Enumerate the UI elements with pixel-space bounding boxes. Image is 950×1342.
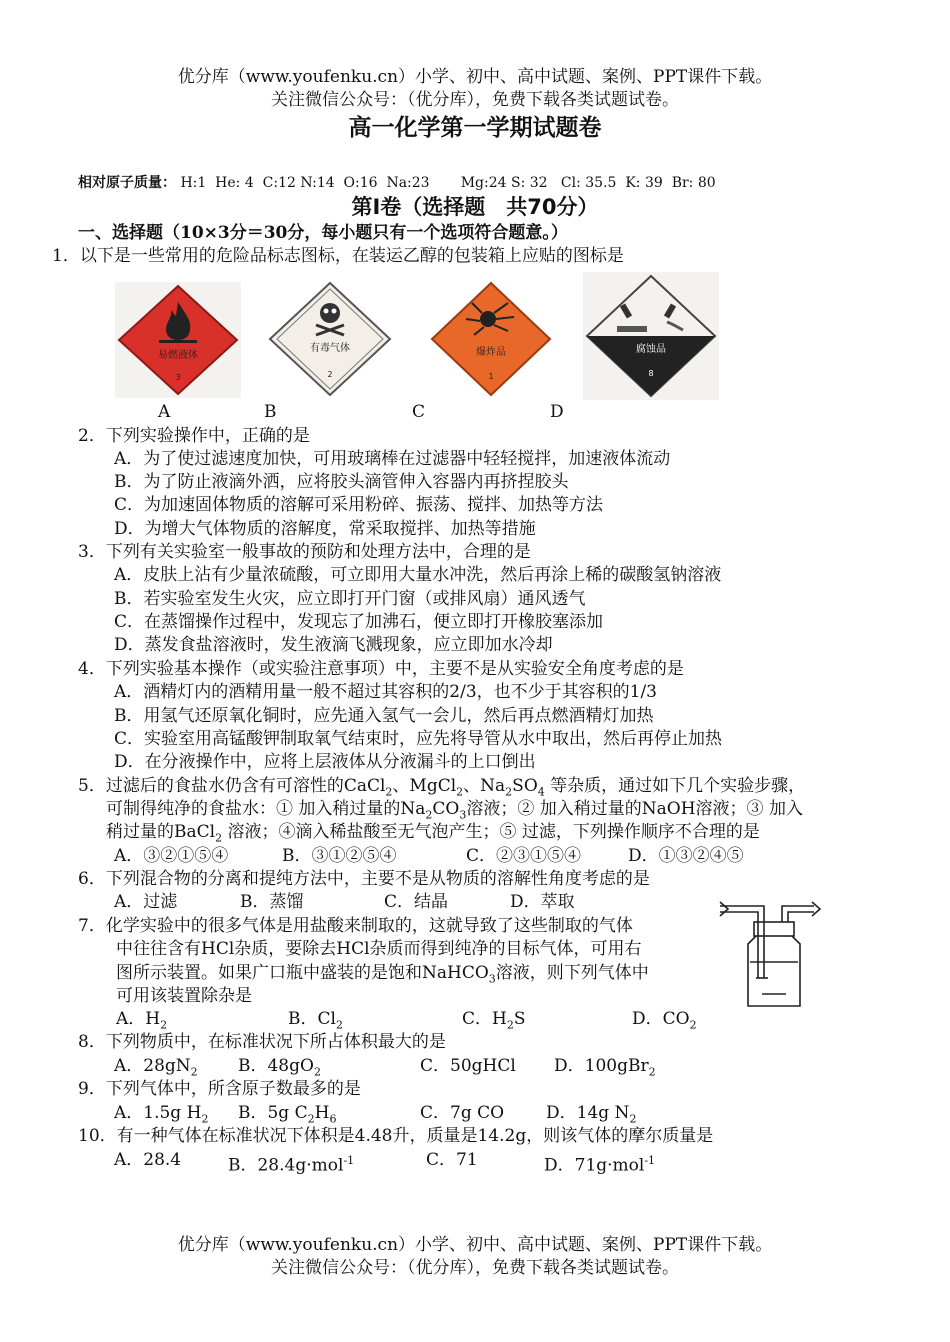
q3-option-c: C．在蒸馏操作过程中，发现忘了加沸石，便立即打开橡胶塞添加 [114, 612, 604, 632]
header-line-1: 优分库（www.youfenku.cn）小学、初中、高中试题、案例、PPT课件下载。 [177, 67, 773, 87]
q10-option-b: B．28.4g·mol$^{-1}$ [228, 1154, 355, 1176]
footer-line-1: 优分库（www.youfenku.cn）小学、初中、高中试题、案例、PPT课件下载。 [177, 1235, 773, 1255]
q8-option-c: C．50gHCl [420, 1056, 516, 1076]
explosion-icon [428, 279, 554, 399]
q5-line-3: 稍过量的BaCl$_2$ 溶液；④滴入稀盐酸至无气泡产生；⑤ 过滤，下列操作顺序不合理的是 [106, 822, 760, 845]
flame-icon [115, 282, 241, 398]
hazard-sign-c [428, 279, 554, 399]
q1-text: 1．以下是一些常用的危险品标志图标，在装运乙醇的包装箱上应贴的图标是 [52, 246, 624, 266]
q9-text: 9．下列气体中，所含原子数最多的是 [78, 1079, 361, 1099]
option-label-d: D [550, 402, 564, 422]
option-label-c: C [412, 402, 426, 422]
q4-option-c: C．实验室用高锰酸钾制取氧气结束时，应先将导管从水中取出，然后再停止加热 [114, 729, 723, 749]
q2-option-a: A．为了使过滤速度加快，可用玻璃棒在过滤器中轻轻搅拌，加速液体流动 [114, 449, 671, 469]
sign-b-label: 有毒气体 [310, 343, 350, 354]
q4-option-d: D．在分液操作中，应将上层液体从分液漏斗的上口倒出 [114, 752, 536, 772]
q7-option-d: D．$CO_2$ [632, 1009, 697, 1032]
svg-text:8: 8 [648, 369, 654, 378]
q4-option-a: A．酒精灯内的酒精用量一般不超过其容积的2/3，也不少于其容积的1/3 [114, 682, 657, 702]
q7-line-1: 7．化学实验中的很多气体是用盐酸来制取的，这就导致了这些制取的气体 [78, 916, 633, 936]
part1-title: 第Ⅰ卷（选择题 共70分） [351, 195, 599, 219]
q6-option-a: A．过滤 [114, 892, 178, 912]
hazard-sign-b [266, 279, 394, 399]
header-line-2: 关注微信公众号：（优分库），免费下载各类试题试卷。 [271, 90, 679, 110]
q5-option-a: A．③②①⑤④ [114, 846, 229, 866]
svg-text:3: 3 [175, 373, 181, 382]
q5-line-1: 5．过滤后的食盐水仍含有可溶性的CaCl$_2$、MgCl$_2$、$Na_2SO_4$ 等杂质，通过如下几个实验步骤， [78, 776, 806, 799]
q2-text: 2．下列实验操作中，正确的是 [78, 426, 310, 446]
q9-option-d: D．14g $N_2$ [546, 1103, 637, 1126]
q3-option-b: B．若实验室发生火灾，应立即打开门窗（或排风扇）通风透气 [114, 589, 586, 609]
q2-option-c: C．为加速固体物质的溶解可采用粉碎、振荡、搅拌、加热等方法 [114, 495, 604, 515]
q4-text: 4．下列实验基本操作（或实验注意事项）中，主要不是从实验安全角度考虑的是 [78, 659, 684, 679]
q8-option-a: A．$28gN_2$ [114, 1056, 198, 1079]
q8-option-b: B．$48gO_2$ [238, 1056, 321, 1079]
sign-d-label: 腐蚀品 [636, 344, 666, 355]
q6-option-d: D．萃取 [510, 892, 575, 912]
option-label-a: A [158, 402, 171, 422]
q7-option-c: C．$H_2S$ [462, 1009, 526, 1032]
q6-option-b: B．蒸馏 [240, 892, 304, 912]
q2-option-d: D．为增大气体物质的溶解度，常采取搅拌、加热等措施 [114, 519, 536, 539]
q6-option-c: C．结晶 [384, 892, 449, 912]
q5-option-d: D．①③②④⑤ [628, 846, 744, 866]
q10-option-a: A．28.4 [114, 1150, 182, 1170]
q9-option-c: C．7g CO [420, 1103, 505, 1123]
atomic-mass-row [78, 172, 716, 195]
q3-text: 3．下列有关实验室一般事故的预防和处理方法中，合理的是 [78, 542, 531, 562]
q6-text: 6．下列混合物的分离和提纯方法中，主要不是从物质的溶解性角度考虑的是 [78, 869, 650, 889]
q3-option-a: A．皮肤上沾有少量浓硫酸，可立即用大量水冲洗，然后再涂上稀的碳酸氢钠溶液 [114, 565, 722, 585]
q5-line-2: 可制得纯净的食盐水：① 加入稍过量的$Na_2CO_3$溶液；② 加入稍过量的NaOH溶液；③ 加入 [106, 799, 803, 822]
q9-option-a: A．1.5g $H_2$ [114, 1103, 209, 1126]
skull-icon [266, 279, 394, 399]
q8-text: 8．下列物质中，在标准状况下所占体积最大的是 [78, 1032, 446, 1052]
q3-option-d: D．蒸发食盐溶液时，发生液滴飞溅现象，应立即加水冷却 [114, 635, 553, 655]
q5-option-c: C．②③①⑤④ [466, 846, 582, 866]
corrosion-icon [583, 272, 719, 400]
hazard-sign-d [583, 272, 719, 400]
q10-option-c: C．71 [426, 1150, 478, 1170]
q9-option-b: B．5g $C_2H_6$ [238, 1103, 337, 1126]
q7-line-3: 图所示装置。如果广口瓶中盛装的是饱和NaHCO$_3$溶液，则下列气体中 [116, 963, 649, 986]
q10-text: 10．有一种气体在标准状况下体积是4.48升，质量是14.2g，则该气体的摩尔质量是 [78, 1126, 714, 1146]
q10-option-d: D．71g·mol$^{-1}$ [544, 1154, 656, 1176]
gas-bottle-icon [718, 898, 828, 1010]
footer-line-2: 关注微信公众号：（优分库），免费下载各类试题试卷。 [271, 1258, 679, 1278]
option-label-b: B [264, 402, 277, 422]
q7-line-2: 中往往含有HCl杂质，要除去HCl杂质而得到纯净的目标气体，可用右 [116, 939, 642, 959]
svg-text:1: 1 [488, 372, 494, 381]
q2-option-b: B．为了防止液滴外洒，应将胶头滴管伸入容器内再挤捏胶头 [114, 472, 569, 492]
q8-option-d: D．100gBr$_2$ [554, 1056, 656, 1079]
section1-title: 一、选择题（10×3分＝30分，每小题只有一个选项符合题意。） [78, 223, 568, 243]
q7-line-4: 可用该装置除杂是 [116, 986, 252, 1006]
hazard-sign-a [115, 282, 241, 398]
gas-washing-bottle-figure [718, 898, 828, 1010]
atomic-mass-values: H:1 He: 4 C:12 N:14 O:16 Na:23 Mg:24 S: 32 Cl: 35.5 K: 39 Br: 80 [180, 175, 716, 191]
q7-option-a: A．$H_2$ [116, 1009, 168, 1032]
page-title: 高一化学第一学期试题卷 [348, 115, 602, 141]
sign-c-label: 爆炸品 [476, 347, 506, 358]
q7-option-b: B．$Cl_2$ [288, 1009, 343, 1032]
sign-a-label: 易燃液体 [158, 350, 198, 361]
svg-text:2: 2 [327, 370, 333, 379]
q5-option-b: B．③①②⑤④ [282, 846, 397, 866]
q4-option-b: B．用氢气还原氧化铜时，应先通入氢气一会儿，然后再点燃酒精灯加热 [114, 706, 654, 726]
atomic-mass-label: 相对原子质量： [78, 175, 176, 191]
